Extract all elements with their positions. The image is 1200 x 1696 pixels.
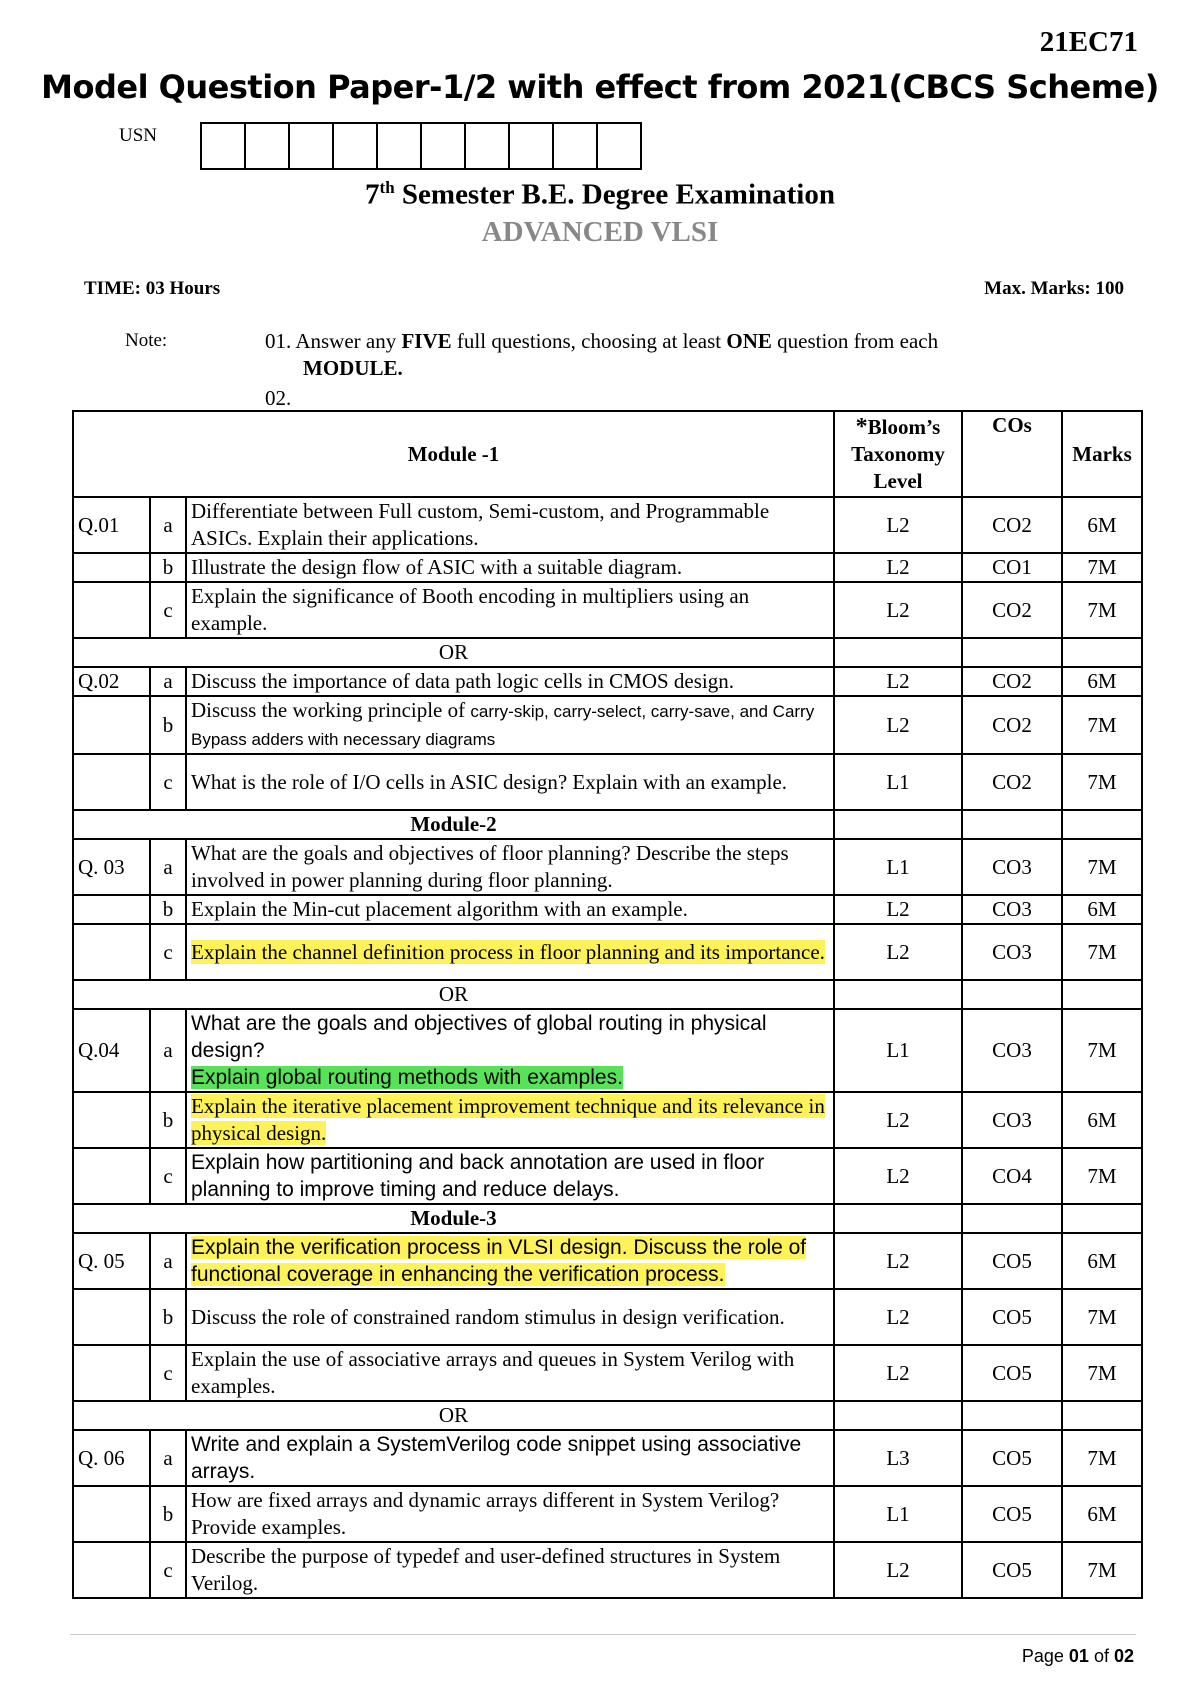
or-row bbox=[73, 1401, 1142, 1430]
usn-box bbox=[334, 124, 378, 168]
sub-question: c bbox=[150, 754, 186, 810]
sub-question: c bbox=[150, 1148, 186, 1204]
question-number bbox=[73, 924, 150, 980]
marks: 7M bbox=[1062, 754, 1142, 810]
asterisk: * bbox=[855, 413, 868, 440]
page-text: of bbox=[1088, 1646, 1114, 1666]
blooms-level: L2 bbox=[834, 497, 962, 553]
or-label: OR bbox=[73, 980, 834, 1009]
empty-cell bbox=[1062, 1401, 1142, 1430]
course-outcome: CO2 bbox=[962, 582, 1062, 638]
table-row bbox=[73, 497, 1142, 553]
course-outcome: CO5 bbox=[962, 1486, 1062, 1542]
sub-question: c bbox=[150, 582, 186, 638]
max-marks-label: Max. Marks: 100 bbox=[984, 278, 1124, 299]
module-row bbox=[73, 810, 1142, 839]
course-outcome: CO2 bbox=[962, 667, 1062, 696]
sub-question: a bbox=[150, 1009, 186, 1092]
question-text: Explain the use of associative arrays and queues in System Verilog with examples. bbox=[186, 1345, 834, 1401]
blooms-level: L2 bbox=[834, 553, 962, 582]
question-number: Q. 05 bbox=[73, 1233, 150, 1289]
usn-box bbox=[554, 124, 598, 168]
sub-question: c bbox=[150, 1542, 186, 1598]
blooms-level: L2 bbox=[834, 895, 962, 924]
table-row bbox=[73, 1009, 1142, 1092]
or-row bbox=[73, 980, 1142, 1009]
question-text: Discuss the role of constrained random stimulus in design verification. bbox=[186, 1289, 834, 1345]
table-row bbox=[73, 582, 1142, 638]
course-outcome: CO5 bbox=[962, 1289, 1062, 1345]
course-outcome: CO3 bbox=[962, 1092, 1062, 1148]
table-row bbox=[73, 754, 1142, 810]
blooms-level: L1 bbox=[834, 1009, 962, 1092]
sub-question: b bbox=[150, 553, 186, 582]
blooms-level: L1 bbox=[834, 1486, 962, 1542]
empty-cell bbox=[834, 980, 962, 1009]
note-bold: MODULE. bbox=[303, 356, 403, 380]
table-row bbox=[73, 1289, 1142, 1345]
table-row bbox=[73, 667, 1142, 696]
subject-name: ADVANCED VLSI bbox=[481, 216, 719, 248]
question-number bbox=[73, 696, 150, 754]
module-row bbox=[73, 1204, 1142, 1233]
note-bold: ONE bbox=[726, 329, 772, 353]
question-number bbox=[73, 582, 150, 638]
marks: 6M bbox=[1062, 497, 1142, 553]
course-outcome: CO5 bbox=[962, 1233, 1062, 1289]
sub-question: c bbox=[150, 1345, 186, 1401]
table-row bbox=[73, 553, 1142, 582]
question-number bbox=[73, 895, 150, 924]
blooms-level: L2 bbox=[834, 1542, 962, 1598]
empty-cell bbox=[962, 638, 1062, 667]
course-outcome: CO5 bbox=[962, 1542, 1062, 1598]
question-text: Discuss the importance of data path logic cells in CMOS design. bbox=[186, 667, 834, 696]
marks: 7M bbox=[1062, 1148, 1142, 1204]
question-text: How are fixed arrays and dynamic arrays different in System Verilog? Provide examples. bbox=[186, 1486, 834, 1542]
marks: 6M bbox=[1062, 1092, 1142, 1148]
question-number bbox=[73, 754, 150, 810]
subject-code: 21EC71 bbox=[1039, 26, 1138, 58]
empty-cell bbox=[834, 810, 962, 839]
usn-box bbox=[510, 124, 554, 168]
note-indent bbox=[265, 356, 403, 380]
question-text: Explain the Min-cut placement algorithm with an example. bbox=[186, 895, 834, 924]
course-outcome: CO3 bbox=[962, 839, 1062, 895]
table-row bbox=[73, 1092, 1142, 1148]
module-1-header: Module -1 bbox=[73, 411, 834, 497]
exam-semester: 7 bbox=[365, 178, 380, 211]
marks: 7M bbox=[1062, 1430, 1142, 1486]
blooms-level: L2 bbox=[834, 1092, 962, 1148]
sub-question: b bbox=[150, 1486, 186, 1542]
usn-boxes bbox=[200, 122, 642, 170]
question-text: Explain the significance of Booth encoding in multipliers using an example. bbox=[186, 582, 834, 638]
question-number: Q.02 bbox=[73, 667, 150, 696]
table-row bbox=[73, 895, 1142, 924]
question-table bbox=[72, 410, 1143, 1599]
empty-cell bbox=[834, 1204, 962, 1233]
question-text: Explain how partitioning and back annotation are used in floor planning to improve timing and reduce delays. bbox=[186, 1148, 834, 1204]
time-label: TIME: 03 Hours bbox=[84, 278, 221, 299]
question-text-part: carry-skip, carry-select, carry-save, and Carry Bypass adders with necessary diagrams bbox=[191, 702, 815, 749]
course-outcome: CO5 bbox=[962, 1345, 1062, 1401]
question-text: Illustrate the design flow of ASIC with a suitable diagram. bbox=[186, 553, 834, 582]
blooms-level: L2 bbox=[834, 696, 962, 754]
marks: 7M bbox=[1062, 696, 1142, 754]
course-outcome: CO3 bbox=[962, 1009, 1062, 1092]
or-row bbox=[73, 638, 1142, 667]
table-row bbox=[73, 1233, 1142, 1289]
note-text: full questions, choosing at least bbox=[451, 329, 727, 353]
sub-question: b bbox=[150, 1289, 186, 1345]
empty-cell bbox=[834, 1401, 962, 1430]
page-number bbox=[1022, 1646, 1134, 1667]
empty-cell bbox=[962, 1204, 1062, 1233]
blooms-level: L2 bbox=[834, 1233, 962, 1289]
table-row bbox=[73, 1486, 1142, 1542]
marks: 7M bbox=[1062, 553, 1142, 582]
question-number bbox=[73, 553, 150, 582]
usn-box bbox=[246, 124, 290, 168]
usn-box bbox=[202, 124, 246, 168]
question-text bbox=[186, 924, 834, 980]
exam-title bbox=[0, 178, 1200, 212]
table-row bbox=[73, 1148, 1142, 1204]
empty-cell bbox=[1062, 980, 1142, 1009]
sub-question: a bbox=[150, 1430, 186, 1486]
course-outcome: CO2 bbox=[962, 696, 1062, 754]
blooms-level: L3 bbox=[834, 1430, 962, 1486]
footer-divider bbox=[70, 1634, 1136, 1635]
note-label: Note: bbox=[125, 330, 168, 351]
marks: 6M bbox=[1062, 1233, 1142, 1289]
blooms-level: L2 bbox=[834, 1345, 962, 1401]
note-text: question from each bbox=[771, 329, 939, 353]
usn-box bbox=[422, 124, 466, 168]
blooms-level: L2 bbox=[834, 582, 962, 638]
question-number bbox=[73, 1345, 150, 1401]
marks: 7M bbox=[1062, 582, 1142, 638]
blooms-label: Bloom’s Taxonomy Level bbox=[851, 414, 945, 493]
marks: 7M bbox=[1062, 924, 1142, 980]
table-row bbox=[73, 924, 1142, 980]
page-total: 02 bbox=[1113, 1646, 1134, 1666]
question-text: What is the role of I/O cells in ASIC design? Explain with an example. bbox=[186, 754, 834, 810]
sub-question: c bbox=[150, 924, 186, 980]
sub-question: b bbox=[150, 696, 186, 754]
page-text: Page bbox=[1021, 1646, 1069, 1666]
note-text: 01. Answer any bbox=[265, 329, 402, 353]
empty-cell bbox=[834, 638, 962, 667]
blooms-level: L2 bbox=[834, 667, 962, 696]
page-current: 01 bbox=[1068, 1646, 1089, 1666]
or-label: OR bbox=[73, 638, 834, 667]
course-outcome: CO2 bbox=[962, 497, 1062, 553]
usn-box bbox=[466, 124, 510, 168]
question-number bbox=[73, 1092, 150, 1148]
question-text: Write and explain a SystemVerilog code snippet using associative arrays. bbox=[186, 1430, 834, 1486]
exam-rest: Semester B.E. Degree Examination bbox=[394, 178, 835, 211]
table-row bbox=[73, 696, 1142, 754]
highlighted-text: Explain global routing methods with examples. bbox=[191, 1066, 623, 1089]
course-outcome: CO5 bbox=[962, 1430, 1062, 1486]
question-number: Q.01 bbox=[73, 497, 150, 553]
table-row bbox=[73, 1430, 1142, 1486]
question-number bbox=[73, 1486, 150, 1542]
table-row bbox=[73, 1542, 1142, 1598]
course-outcome: CO4 bbox=[962, 1148, 1062, 1204]
empty-cell bbox=[1062, 1204, 1142, 1233]
note-line-1 bbox=[265, 328, 1085, 382]
marks: 7M bbox=[1062, 1345, 1142, 1401]
course-outcome: CO3 bbox=[962, 895, 1062, 924]
question-text bbox=[186, 1009, 834, 1092]
usn-box bbox=[378, 124, 422, 168]
marks: 6M bbox=[1062, 1486, 1142, 1542]
paper-title: Model Question Paper-1/2 with effect from 2021(CBCS Scheme) bbox=[41, 68, 1159, 106]
blooms-level: L2 bbox=[834, 1289, 962, 1345]
empty-cell bbox=[962, 980, 1062, 1009]
or-label: OR bbox=[73, 1401, 834, 1430]
module-2-label: Module-2 bbox=[73, 810, 834, 839]
blooms-level: L1 bbox=[834, 754, 962, 810]
question-text bbox=[186, 696, 834, 754]
sub-question: a bbox=[150, 497, 186, 553]
marks: 7M bbox=[1062, 1009, 1142, 1092]
highlighted-text: Explain the verification process in VLSI design. Discuss the role of functional coverage in enhancing the verification process. bbox=[191, 1236, 807, 1286]
question-text: Differentiate between Full custom, Semi-custom, and Programmable ASICs. Explain their applications. bbox=[186, 497, 834, 553]
marks: 6M bbox=[1062, 895, 1142, 924]
sub-question: b bbox=[150, 895, 186, 924]
highlighted-text: Explain the channel definition process in floor planning and its importance. bbox=[191, 939, 825, 964]
highlighted-text: Explain the iterative placement improvement technique and its relevance in physical design. bbox=[191, 1094, 825, 1145]
usn-box bbox=[290, 124, 334, 168]
marks: 7M bbox=[1062, 1289, 1142, 1345]
blooms-level: L2 bbox=[834, 1148, 962, 1204]
question-text bbox=[186, 1233, 834, 1289]
sub-question: a bbox=[150, 839, 186, 895]
marks: 7M bbox=[1062, 1542, 1142, 1598]
question-number: Q. 03 bbox=[73, 839, 150, 895]
sub-question: b bbox=[150, 1092, 186, 1148]
usn-box bbox=[598, 124, 640, 168]
question-number bbox=[73, 1148, 150, 1204]
cos-header: COs bbox=[962, 411, 1062, 497]
question-number: Q.04 bbox=[73, 1009, 150, 1092]
course-outcome: CO2 bbox=[962, 754, 1062, 810]
course-outcome: CO1 bbox=[962, 553, 1062, 582]
marks: 6M bbox=[1062, 667, 1142, 696]
table-row bbox=[73, 1345, 1142, 1401]
note-line-2: 02. bbox=[265, 386, 292, 410]
question-text-part: Discuss the working principle of bbox=[191, 698, 471, 722]
question-number: Q. 06 bbox=[73, 1430, 150, 1486]
usn-label: USN bbox=[119, 125, 158, 146]
question-number bbox=[73, 1289, 150, 1345]
blooms-header bbox=[834, 411, 962, 497]
blooms-level: L2 bbox=[834, 924, 962, 980]
sub-question: a bbox=[150, 1233, 186, 1289]
exam-sup: th bbox=[379, 178, 395, 197]
empty-cell bbox=[962, 1401, 1062, 1430]
table-header-row bbox=[73, 411, 1142, 497]
question-text: What are the goals and objectives of floor planning? Describe the steps involved in power planning during floor planning. bbox=[186, 839, 834, 895]
empty-cell bbox=[1062, 810, 1142, 839]
empty-cell bbox=[1062, 638, 1142, 667]
marks-header: Marks bbox=[1062, 411, 1142, 497]
marks: 7M bbox=[1062, 839, 1142, 895]
question-text: Describe the purpose of typedef and user-defined structures in System Verilog. bbox=[186, 1542, 834, 1598]
sub-question: a bbox=[150, 667, 186, 696]
module-3-label: Module-3 bbox=[73, 1204, 834, 1233]
question-text bbox=[186, 1092, 834, 1148]
note-bold: FIVE bbox=[401, 329, 452, 353]
question-text-part: What are the goals and objectives of global routing in physical design? bbox=[191, 1012, 767, 1062]
empty-cell bbox=[962, 810, 1062, 839]
blooms-level: L1 bbox=[834, 839, 962, 895]
question-number bbox=[73, 1542, 150, 1598]
table-row bbox=[73, 839, 1142, 895]
course-outcome: CO3 bbox=[962, 924, 1062, 980]
